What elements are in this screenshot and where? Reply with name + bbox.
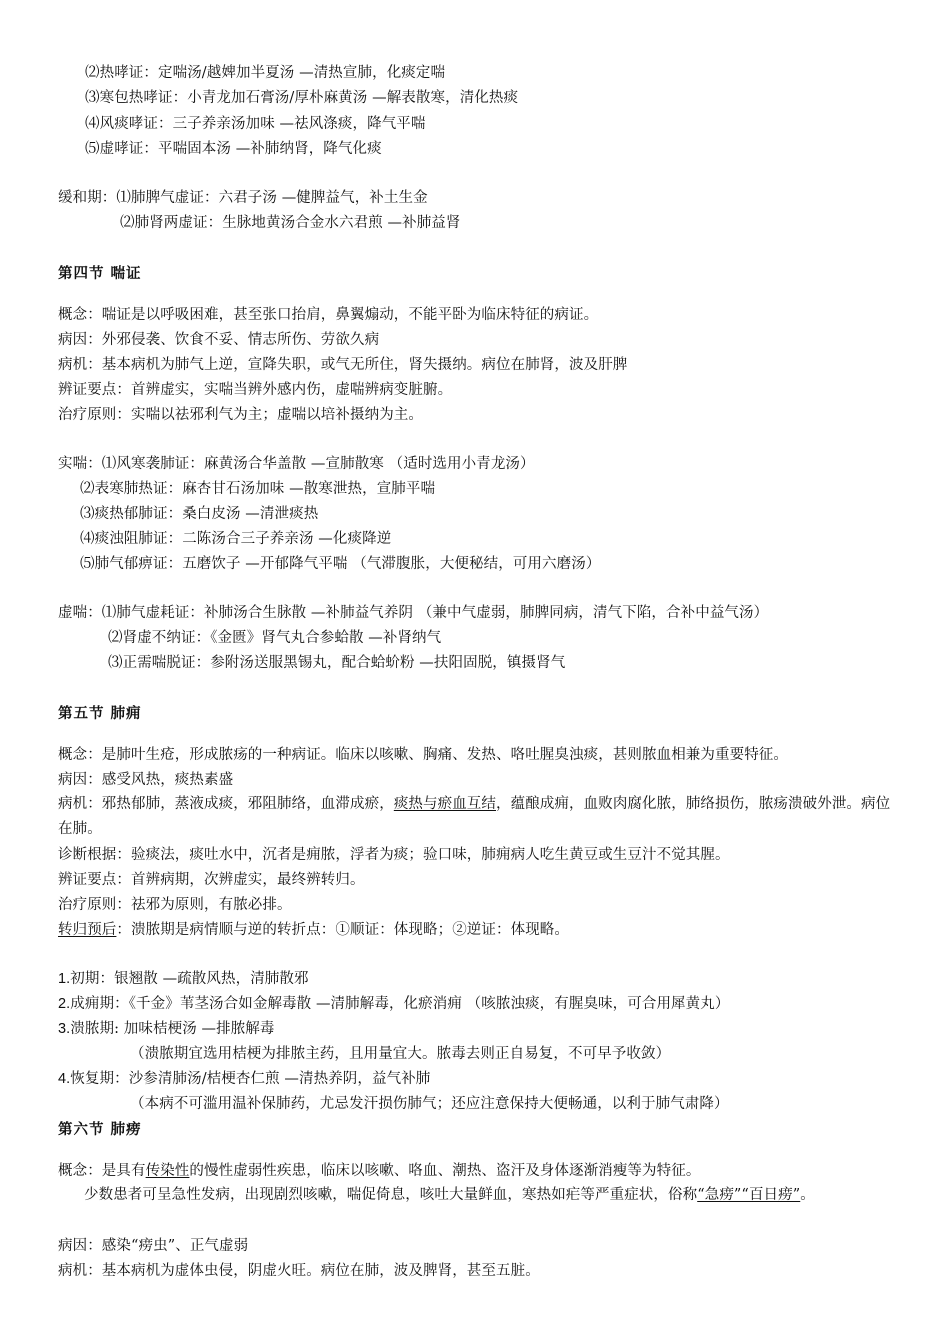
sec5-mechanism-b: ，蕴酿成痈，血败肉腐化脓，肺络损伤，脓疡溃破外泄。病位在肺。 [58, 796, 891, 837]
excess-asthma-line-2: ⑵表寒肺热证：麻杏甘石汤加味 —散寒泄热，宣肺平喘 [80, 481, 436, 497]
excess-asthma-line-5: ⑸肺气郁痹证：五磨饮子 —开郁降气平喘 （气滞腹胀，大便秘结，可用六磨汤） [80, 556, 601, 572]
sec6-concept [58, 1161, 700, 1181]
sec5-mechanism-a: 病机：邪热郁肺，蒸液成痰，邪阻肺络，血滞成瘀， [58, 796, 394, 812]
sec5-cause: 病因：感受风热，痰热素盛 [58, 772, 234, 788]
excess-asthma-line-4: ⑷痰浊阻肺证：二陈汤合三子养亲汤 —化痰降逆 [80, 531, 392, 547]
stage-4-number: 4. [58, 1071, 71, 1087]
cold-wrap-heat-wheeze-line: ⑶寒包热哮证：小青龙加石膏汤/厚朴麻黄汤 —解表散寒，清化热痰 [85, 90, 519, 106]
stage-2-number: 2. [58, 996, 71, 1012]
sec5-mechanism [58, 792, 894, 842]
sec5-treatment: 治疗原则：祛邪为原则，有脓必排。 [58, 897, 292, 913]
sec5-prognosis-text: ：溃脓期是病情顺与逆的转折点：①顺证：体现略；②逆证：体现略。 [116, 922, 570, 938]
stage-1-line [58, 969, 309, 989]
remission-line-2: ⑵肺肾两虚证：生脉地黄汤合金水六君煎 —补肺益肾 [120, 215, 461, 231]
sec4-treatment: 治疗原则：实喘以祛邪利气为主；虚喘以培补摄纳为主。 [58, 407, 423, 423]
sec5-prognosis-label: 转归预后 [58, 922, 117, 938]
wind-phlegm-wheeze-line: ⑷风痰哮证：三子养亲汤加味 —祛风涤痰，降气平喘 [85, 116, 426, 132]
excess-asthma-line-1: 实喘：⑴风寒袭肺证：麻黄汤合华盖散 —宣肺散寒 （适时选用小青龙汤） [58, 456, 535, 472]
sec5-concept: 概念：是肺叶生疮，形成脓疡的一种病证。临床以咳嗽、胸痛、发热、咯吐腥臭浊痰，甚则脓血相兼为重要特征。 [58, 747, 788, 763]
section-4-title: 第四节 喘证 [58, 265, 142, 282]
sec4-key-points: 辨证要点：首辨虚实，实喘当辨外感内伤，虚喘辨病变脏腑。 [58, 382, 453, 398]
stage-1-text: 初期：银翘散 —疏散风热，清肺散邪 [70, 971, 309, 987]
sec6-acute-b: 。 [800, 1187, 815, 1203]
sec4-concept: 概念：喘证是以呼吸困难，甚至张口抬肩，鼻翼煽动，不能平卧为临床特征的病证。 [58, 307, 599, 323]
deficiency-wheeze-line: ⑸虚哮证：平喘固本汤 —补肺纳肾，降气化痰 [85, 141, 382, 157]
sec6-concept-a: 概念：是具有 [58, 1163, 146, 1179]
stage-3-text: 溃脓期: 加味桔梗汤 —排脓解毒 [70, 1021, 275, 1037]
sec6-acute-a: 少数患者可呈急性发病，出现剧烈咳嗽，喘促倚息，咳吐大量鲜血，寒热如疟等严重症状，俗称 [84, 1187, 698, 1203]
stage-1-number: 1. [58, 971, 71, 987]
section-6-title: 第六节 肺痨 [58, 1121, 142, 1138]
stage-4-note: （本病不可滥用温补保肺药，尤忌发汗损伤肺气；还应注意保持大便畅通，以利于肺气肃降） [130, 1096, 729, 1112]
sec6-mechanism: 病机：基本病机为虚体虫侵，阴虚火旺。病位在肺，波及脾肾，甚至五脏。 [58, 1263, 540, 1279]
deficient-asthma-line-2: ⑵肾虚不纳证：《金匮》肾气丸合参蛤散 —补肾纳气 [108, 630, 442, 646]
sec6-acute-note [84, 1183, 894, 1208]
sec5-key-points: 辨证要点：首辨病期，次辨虚实，最终辨转归。 [58, 872, 365, 888]
stage-3-number: 3. [58, 1021, 71, 1037]
stage-2-text: 成痈期：《千金》苇茎汤合如金解毒散 —清肺解毒，化瘀消痈 （咳脓浊痰，有腥臭味，可合用犀黄丸） [70, 996, 730, 1012]
stage-4-text: 恢复期：沙参清肺汤/桔梗杏仁煎 —清热养阴，益气补肺 [70, 1071, 431, 1087]
sec6-concept-underline: 传染性 [145, 1163, 190, 1179]
sec4-cause: 病因：外邪侵袭、饮食不妥、情志所伤、劳欲久病 [58, 332, 380, 348]
stage-2-line [58, 994, 729, 1014]
stage-3-line [58, 1019, 275, 1039]
stage-3-note: （溃脓期宜选用桔梗为排脓主药，且用量宜大。脓毒去则正自易复，不可早予收敛） [130, 1046, 671, 1062]
sec6-cause: 病因：感染“痨虫”、正气虚弱 [58, 1238, 249, 1254]
sec5-mechanism-underline: 痰热与瘀血互结 [393, 796, 497, 812]
sec5-diagnosis: 诊断根据：验痰法，痰吐水中，沉者是痈脓，浮者为痰；验口味，肺痈病人吃生黄豆或生豆汁不觉其腥。 [58, 847, 730, 863]
excess-asthma-line-3: ⑶痰热郁肺证：桑白皮汤 —清泄痰热 [80, 506, 319, 522]
remission-line-1: 缓和期：⑴肺脾气虚证：六君子汤 —健脾益气，补土生金 [58, 190, 428, 206]
sec6-concept-b: 的慢性虚弱性疾患，临床以咳嗽、咯血、潮热、盗汗及身体逐渐消瘦等为特征。 [189, 1163, 701, 1179]
section-5-title: 第五节 肺痈 [58, 705, 142, 722]
sec4-mechanism: 病机：基本病机为肺气上逆，宣降失职，或气无所住，肾失摄纳。病位在肺肾，波及肝脾 [58, 357, 628, 373]
sec6-acute-underline: “急痨”“百日痨” [697, 1187, 801, 1203]
deficient-asthma-line-3: ⑶正需喘脱证：参附汤送服黑锡丸，配合蛤蚧粉 —扶阳固脱，镇摄肾气 [108, 655, 566, 671]
sec5-prognosis [58, 920, 569, 940]
stage-4-line [58, 1069, 430, 1089]
deficient-asthma-line-1: 虚喘：⑴肺气虚耗证：补肺汤合生脉散 —补肺益气养阴 （兼中气虚弱，肺脾同病，清气下陷，合补中益气汤） [58, 605, 769, 621]
hot-wheeze-line: ⑵热哮证：定喘汤/越婢加半夏汤 —清热宣肺，化痰定喘 [85, 65, 446, 81]
